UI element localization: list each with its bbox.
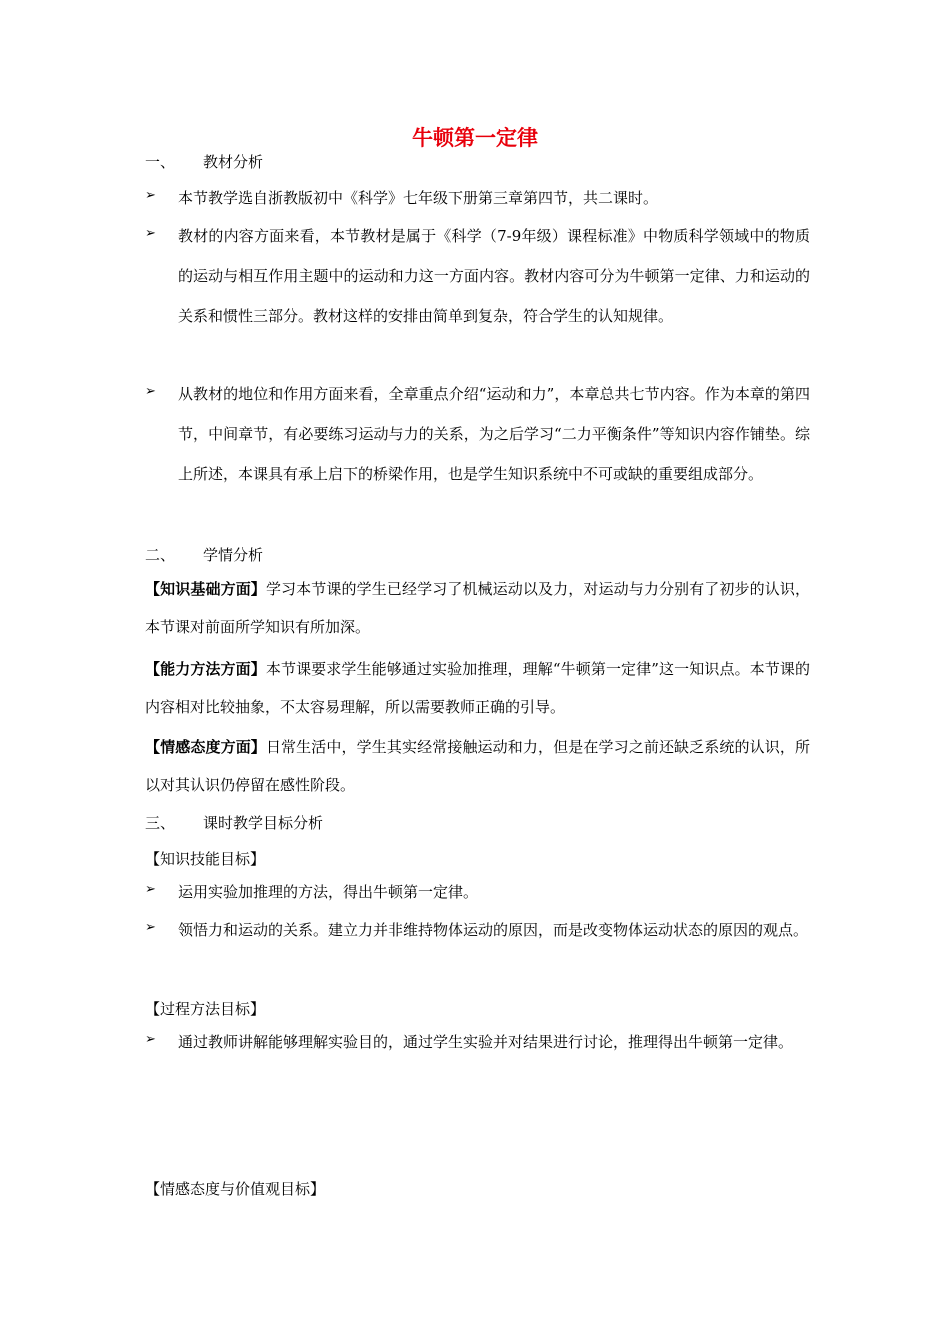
bullet-text: 从教材的地位和作用方面来看，全章重点介绍“运动和力”，本章总共七节内容。作为本章的第四节，中间章节，有必要练习运动与力的关系，为之后学习“二力平衡条件”等知识内容作铺垫。综上所述，本课具有承上启下的桥梁作用，也是学生知识系统中不可或缺的重要组成部分。 bbox=[178, 385, 810, 483]
section-title: 课时教学目标分析 bbox=[203, 814, 324, 832]
bullet-arrow-icon: ➢ bbox=[145, 1032, 156, 1047]
analysis-paragraph bbox=[145, 570, 810, 646]
section-title: 教材分析 bbox=[203, 153, 264, 171]
bullet-arrow-icon: ➢ bbox=[145, 920, 156, 935]
bullet-arrow-icon: ➢ bbox=[145, 384, 156, 399]
section-number: 一、 bbox=[145, 153, 176, 171]
analysis-paragraph bbox=[145, 728, 810, 804]
bullet-item bbox=[145, 178, 810, 218]
bullet-item bbox=[145, 1022, 810, 1062]
paragraph-tag: 【情感态度方面】 bbox=[145, 738, 266, 756]
goal-label-knowledge: 【知识技能目标】 bbox=[145, 850, 266, 868]
bullet-item bbox=[145, 910, 810, 950]
section-heading-3 bbox=[145, 812, 323, 833]
section-title: 学情分析 bbox=[203, 546, 264, 564]
paragraph-tag: 【能力方法方面】 bbox=[145, 660, 266, 678]
bullet-text: 教材的内容方面来看，本节教材是属于《科学（7-9年级）课程标准》中物质科学领域中的物质的运动与相互作用主题中的运动和力这一方面内容。教材内容可分为牛顿第一定律、力和运动的关系和惯性三部分。教材这样的安排由简单到复杂，符合学生的认知规律。 bbox=[178, 227, 810, 325]
analysis-paragraph bbox=[145, 650, 810, 726]
bullet-item bbox=[145, 872, 810, 912]
section-heading-1 bbox=[145, 151, 263, 172]
paragraph-text: 日常生活中，学生其实经常接触运动和力，但是在学习之前还缺乏系统的认识，所以对其认识仍停留在感性阶段。 bbox=[145, 738, 810, 794]
goal-label-process: 【过程方法目标】 bbox=[145, 1000, 266, 1018]
bullet-arrow-icon: ➢ bbox=[145, 188, 156, 203]
paragraph-text: 本节课要求学生能够通过实验加推理，理解“牛顿第一定律”这一知识点。本节课的内容相对比较抽象，不太容易理解，所以需要教师正确的引导。 bbox=[145, 660, 810, 716]
goal-label-emotion: 【情感态度与价值观目标】 bbox=[145, 1180, 326, 1198]
bullet-arrow-icon: ➢ bbox=[145, 226, 156, 241]
bullet-text: 通过教师讲解能够理解实验目的，通过学生实验并对结果进行讨论，推理得出牛顿第一定律。 bbox=[178, 1033, 794, 1051]
bullet-item bbox=[145, 374, 810, 494]
document-title: 牛顿第一定律 bbox=[412, 126, 538, 150]
bullet-text: 领悟力和运动的关系。建立力并非维持物体运动的原因，而是改变物体运动状态的原因的观点。 bbox=[178, 921, 809, 939]
section-number: 三、 bbox=[145, 814, 176, 832]
bullet-arrow-icon: ➢ bbox=[145, 882, 156, 897]
bullet-text: 本节教学选自浙教版初中《科学》七年级下册第三章第四节，共二课时。 bbox=[178, 189, 659, 207]
section-number: 二、 bbox=[145, 546, 176, 564]
bullet-text: 运用实验加推理的方法，得出牛顿第一定律。 bbox=[178, 883, 479, 901]
section-heading-2 bbox=[145, 544, 263, 565]
paragraph-text: 学习本节课的学生已经学习了机械运动以及力，对运动与力分别有了初步的认识，本节课对前面所学知识有所加深。 bbox=[145, 580, 810, 636]
bullet-item bbox=[145, 216, 810, 336]
paragraph-tag: 【知识基础方面】 bbox=[145, 580, 266, 598]
